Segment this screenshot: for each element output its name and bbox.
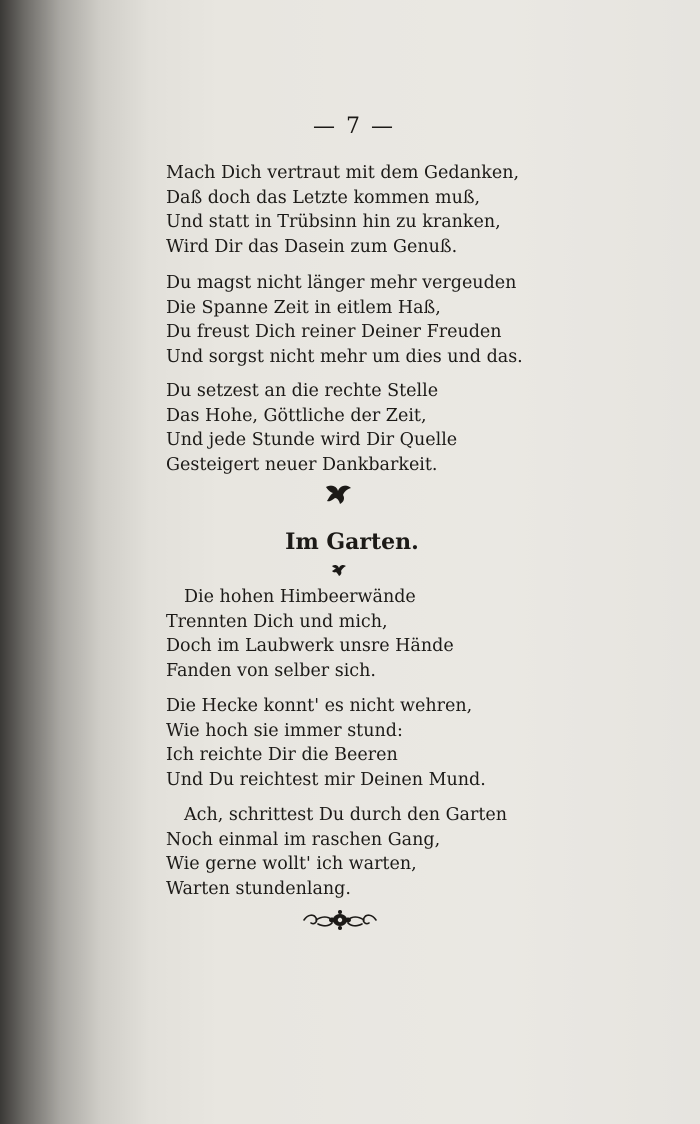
verse-line: Noch einmal im raschen Gang, bbox=[166, 829, 441, 850]
verse-line: Daß doch das Letzte kommen muß, bbox=[166, 187, 481, 208]
verse-line: Die hohen Himbeerwände bbox=[184, 587, 416, 607]
end-vignette-icon bbox=[302, 908, 378, 932]
verse-line: Du magst nicht länger mehr vergeuden bbox=[166, 273, 517, 293]
poem-title: Im Garten. bbox=[285, 529, 419, 555]
leaf-ornament-icon bbox=[323, 483, 353, 507]
verse-line: Du freust Dich reiner Deiner Freuden bbox=[166, 322, 502, 342]
verse-line: Doch im Laubwerk unsre Hände bbox=[166, 636, 454, 656]
verse-line: Mach Dich vertraut mit dem Gedanken, bbox=[166, 163, 520, 183]
verse-line: Und jede Stunde wird Dir Quelle bbox=[166, 430, 458, 450]
verse-line: Das Hohe, Göttliche der Zeit, bbox=[166, 405, 427, 426]
verse-line: Wird Dir das Dasein zum Genuß. bbox=[166, 236, 458, 257]
poem-stanza-1 bbox=[166, 585, 546, 683]
poem-stanza-2 bbox=[166, 694, 546, 792]
verse-line: Die Hecke konnt' es nicht wehren, bbox=[166, 696, 473, 716]
poem-stanza-3 bbox=[166, 803, 546, 901]
verse-line: Wie hoch sie immer stund: bbox=[166, 720, 403, 741]
verse-line: Wie gerne wollt' ich warten, bbox=[166, 854, 417, 874]
verse-line: Ich reichte Dir die Beeren bbox=[166, 745, 398, 765]
verse-line: Trennten Dich und mich, bbox=[166, 611, 388, 632]
flourish-icon bbox=[331, 563, 347, 577]
verse-line: Die Spanne Zeit in eitlem Haß, bbox=[166, 297, 441, 318]
stanza-2 bbox=[166, 271, 546, 369]
verse-line: Warten stundenlang. bbox=[166, 878, 351, 899]
verse-line: Und sorgst nicht mehr um dies und das. bbox=[166, 346, 523, 367]
verse-line: Fanden von selber sich. bbox=[166, 660, 376, 681]
stanza-1 bbox=[166, 161, 546, 259]
verse-line: Ach, schrittest Du durch den Garten bbox=[184, 805, 508, 825]
verse-line: Gesteigert neuer Dankbarkeit. bbox=[166, 454, 438, 475]
verse-line: Du setzest an die rechte Stelle bbox=[166, 381, 439, 401]
stanza-3 bbox=[166, 379, 546, 477]
page-number: — 7 — bbox=[313, 114, 395, 139]
verse-line: Und statt in Trübsinn hin zu kranken, bbox=[166, 212, 501, 232]
verse-line: Und Du reichtest mir Deinen Mund. bbox=[166, 769, 486, 790]
